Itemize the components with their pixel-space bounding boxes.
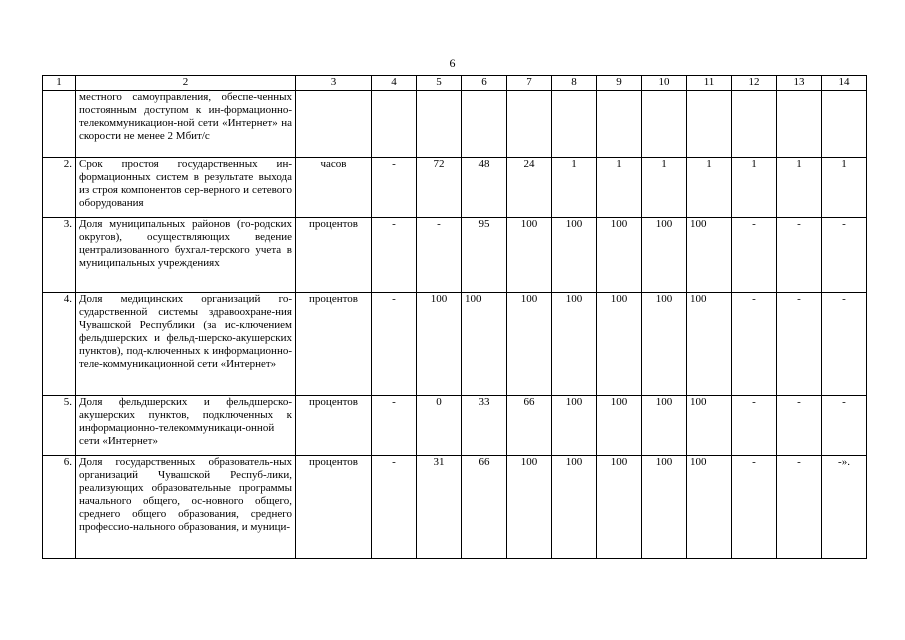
value-cell [372, 91, 417, 158]
value-cell: - [372, 456, 417, 559]
value-cell: 1 [777, 158, 822, 218]
table-row [43, 293, 867, 396]
value-cell: - [777, 218, 822, 293]
indicators-table [42, 75, 867, 559]
value-cell: 66 [462, 456, 507, 559]
value-cell: 100 [552, 218, 597, 293]
table-row [43, 91, 867, 158]
value-cell [462, 91, 507, 158]
value-cell: 100 [552, 396, 597, 456]
value-cell: 31 [417, 456, 462, 559]
value-cell [687, 91, 732, 158]
value-cell: 1 [642, 158, 687, 218]
row-number [43, 91, 76, 158]
value-cell: 1 [822, 158, 867, 218]
column-header: 10 [642, 76, 687, 91]
unit-cell: часов [296, 158, 372, 218]
value-cell: - [777, 396, 822, 456]
value-cell: - [822, 396, 867, 456]
value-cell: 0 [417, 396, 462, 456]
column-header: 8 [552, 76, 597, 91]
value-cell: 100 [642, 456, 687, 559]
unit-cell: процентов [296, 396, 372, 456]
value-cell: 1 [687, 158, 732, 218]
value-cell: 100 [507, 456, 552, 559]
column-header: 11 [687, 76, 732, 91]
unit-cell: процентов [296, 293, 372, 396]
value-cell: - [732, 293, 777, 396]
value-cell: -». [822, 456, 867, 559]
value-cell: - [822, 293, 867, 396]
table-row [43, 158, 867, 218]
value-cell [777, 91, 822, 158]
value-cell: 72 [417, 158, 462, 218]
value-cell: 100 [597, 218, 642, 293]
value-cell: - [372, 293, 417, 396]
value-cell: 100 [597, 293, 642, 396]
value-cell [507, 91, 552, 158]
column-header: 1 [43, 76, 76, 91]
indicator-name: Доля медицинских организаций го-сударственной системы здравоохране-ния Чувашской Республики (за ис-ключением фельдшерских и фельд-шерско-акушерских пунктов), под-ключенных к информационно-теле-коммуникационной сети «Интернет» [76, 293, 296, 396]
value-cell: 100 [687, 293, 732, 396]
column-header: 4 [372, 76, 417, 91]
unit-cell: процентов [296, 218, 372, 293]
value-cell: - [372, 396, 417, 456]
row-number: 2. [43, 158, 76, 218]
column-header: 12 [732, 76, 777, 91]
value-cell: - [822, 218, 867, 293]
value-cell [642, 91, 687, 158]
value-cell: 100 [642, 396, 687, 456]
value-cell: - [777, 456, 822, 559]
indicator-name: местного самоуправления, обеспе-ченных постоянным доступом к ин-формационно-телекоммуникацион-ной сети «Интернет» на скорости не менее 2 Мбит/с [76, 91, 296, 158]
value-cell: 1 [552, 158, 597, 218]
value-cell: 100 [507, 218, 552, 293]
page-number: 6 [449, 56, 456, 70]
indicator-name: Доля государственных образователь-ных организаций Чувашской Респуб-лики, реализующих образовательные программы начального общего, ос-новного общего, среднего общего образования, среднего профессио-нального образования, и муници- [76, 456, 296, 559]
value-cell [552, 91, 597, 158]
row-number: 6. [43, 456, 76, 559]
column-header: 2 [76, 76, 296, 91]
value-cell: - [777, 293, 822, 396]
value-cell: 100 [687, 218, 732, 293]
value-cell: 100 [552, 456, 597, 559]
value-cell: 100 [597, 396, 642, 456]
value-cell: 66 [507, 396, 552, 456]
indicator-name: Срок простоя государственных ин-формационных систем в результате выхода из строя компонентов сер-верного и сетевого оборудования [76, 158, 296, 218]
value-cell: - [417, 218, 462, 293]
column-header: 14 [822, 76, 867, 91]
table-row [43, 456, 867, 559]
value-cell: - [732, 218, 777, 293]
value-cell [822, 91, 867, 158]
value-cell: 100 [687, 456, 732, 559]
value-cell: 100 [597, 456, 642, 559]
value-cell: 100 [687, 396, 732, 456]
value-cell: - [372, 158, 417, 218]
indicator-name: Доля фельдшерских и фельдшерско-акушерских пунктов, подключенных к информационно-телекоммуникаци-онной сети «Интернет» [76, 396, 296, 456]
table-row [43, 396, 867, 456]
row-number: 4. [43, 293, 76, 396]
value-cell: - [732, 456, 777, 559]
value-cell: - [732, 396, 777, 456]
column-header: 7 [507, 76, 552, 91]
value-cell: 100 [642, 293, 687, 396]
row-number: 5. [43, 396, 76, 456]
value-cell: 100 [417, 293, 462, 396]
column-header: 3 [296, 76, 372, 91]
value-cell: 100 [642, 218, 687, 293]
value-cell: 95 [462, 218, 507, 293]
value-cell: 24 [507, 158, 552, 218]
header-row [43, 76, 867, 91]
column-header: 9 [597, 76, 642, 91]
value-cell: 100 [552, 293, 597, 396]
value-cell: 48 [462, 158, 507, 218]
value-cell [417, 91, 462, 158]
value-cell: 1 [732, 158, 777, 218]
value-cell [732, 91, 777, 158]
unit-cell: процентов [296, 456, 372, 559]
row-number: 3. [43, 218, 76, 293]
value-cell: 33 [462, 396, 507, 456]
value-cell [597, 91, 642, 158]
column-header: 13 [777, 76, 822, 91]
column-header: 5 [417, 76, 462, 91]
indicator-name: Доля муниципальных районов (го-родских округов), осуществляющих ведение централизованного бухгал-терского учета в муниципальных учреждениях [76, 218, 296, 293]
value-cell: 1 [597, 158, 642, 218]
table-row [43, 218, 867, 293]
value-cell: 100 [462, 293, 507, 396]
value-cell: 100 [507, 293, 552, 396]
value-cell: - [372, 218, 417, 293]
column-header: 6 [462, 76, 507, 91]
unit-cell [296, 91, 372, 158]
